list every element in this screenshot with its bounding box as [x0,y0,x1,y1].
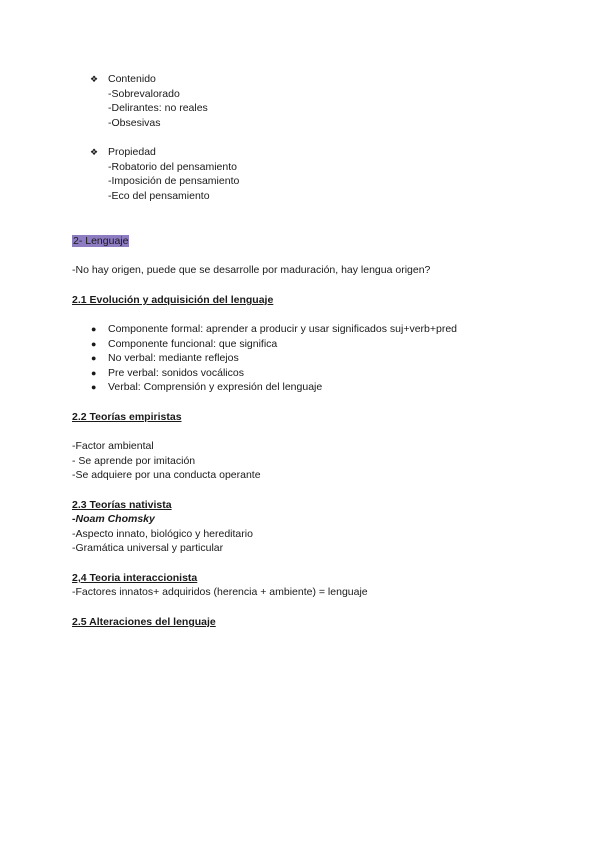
bullet-text: Componente formal: aprender a producir y usar significados suj+verb+pred [108,323,458,335]
bullet-dot-icon: ● [91,382,97,393]
evolucion-bullets [90,322,457,395]
bullet-text: Verbal: Comprensión y expresión del lenguaje [108,381,323,394]
empiristas-line: - Se aprende por imitación [72,454,196,467]
nativista-line: -Aspecto innato, biológico y hereditario [72,527,253,540]
bullet-dot-icon: ● [91,338,97,349]
bullet-text: Componente funcional: que significa [108,337,278,350]
propiedad-list [90,145,239,203]
nativista-line: -Gramática universal y particular [72,542,224,555]
interaccionista-heading: 2,4 Teoria interaccionista [72,572,198,584]
contenido-item: -Delirantes: no reales [108,102,208,115]
bullet-item [90,337,457,352]
bullet-item [90,322,457,337]
contenido-title-row [90,72,208,87]
empiristas-lines [72,439,540,483]
contenido-item: -Sobrevalorado [108,87,180,100]
propiedad-item: -Imposición de pensamiento [108,175,240,188]
bullet-dot-icon: ● [91,367,97,378]
nativista-author: -Noam Chomsky [72,513,155,525]
lenguaje-intro: -No hay origen, puede que se desarrolle por maduración, hay lengua origen? [72,264,431,276]
bullet-dot-icon: ● [91,324,97,334]
bullet-dot-icon: ● [91,353,97,364]
bullet-item [90,366,457,381]
propiedad-title: Propiedad [108,146,156,158]
empiristas-line: -Factor ambiental [72,440,154,452]
contenido-item: -Obsesivas [108,116,161,129]
lenguaje-title-block [72,234,540,249]
propiedad-item: -Eco del pensamiento [108,189,210,202]
bullet-text: No verbal: mediante reflejos [108,352,239,365]
alteraciones-heading: 2.5 Alteraciones del lenguaje [72,616,216,628]
nativista-heading: 2.3 Teorías nativista [72,499,172,511]
lenguaje-title: 2- Lenguaje [73,235,129,247]
contenido-list [90,72,208,130]
propiedad-title-row [90,145,239,160]
empiristas-heading: 2.2 Teorías empiristas [72,411,182,423]
diamond-bullet-icon: ❖ [90,74,99,84]
propiedad-item: -Robatorio del pensamiento [108,160,237,173]
evolucion-heading: 2.1 Evolución y adquisición del lenguaje [72,294,274,306]
contenido-title: Contenido [108,73,156,85]
diamond-bullet-icon: ❖ [90,147,99,157]
bullet-text: Pre verbal: sonidos vocálicos [108,366,244,379]
bullet-item [90,351,457,366]
nativista-lines [72,512,540,556]
empiristas-line: -Se adquiere por una conducta operante [72,469,261,482]
bullet-item [90,380,457,395]
interaccionista-line: -Factores innatos+ adquiridos (herencia + ambiente) = lenguaje [72,586,368,598]
